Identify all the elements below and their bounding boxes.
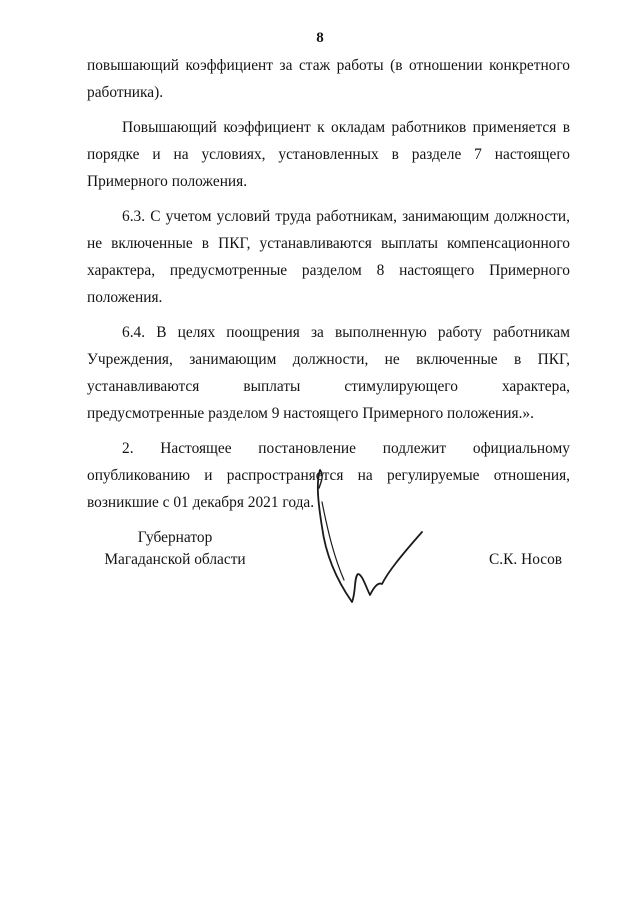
document-body bbox=[87, 52, 570, 524]
signer-name: С.К. Носов bbox=[489, 551, 563, 568]
handwritten-signature-icon bbox=[300, 462, 440, 612]
paragraph-2: 2. Настоящее постановление подлежит официальному опубликованию и распространяется на регулируемые отношения, возникшие с 01 декабря 2021 года. bbox=[87, 440, 570, 511]
paragraph-6-3: 6.3. С учетом условий труда работникам, занимающим должности, не включенные в ПКГ, устанавливаются выплаты компенсационного характера, предусмотренные разделом 8 настоящего Примерного положения. bbox=[87, 208, 570, 306]
page-number: 8 bbox=[316, 30, 324, 46]
signer-title-line2: Магаданской области bbox=[104, 551, 246, 568]
signer-title-line1: Губернатор bbox=[137, 529, 213, 546]
paragraph-6-4: 6.4. В целях поощрения за выполненную работу работникам Учреждения, занимающим должности, не включенные в ПКГ, устанавливаются выплаты стимулирующего характера, предусмотренные разделом 9 настоящего Примерного положения.». bbox=[87, 324, 570, 422]
paragraph-coefficient: Повышающий коэффициент к окладам работников применяется в порядке и на условиях, установленных в разделе 7 настоящего Примерного положения. bbox=[87, 119, 570, 190]
signer-title bbox=[90, 527, 260, 571]
paragraph-continuation: повышающий коэффициент за стаж работы (в отношении конкретного работника). bbox=[87, 57, 570, 101]
